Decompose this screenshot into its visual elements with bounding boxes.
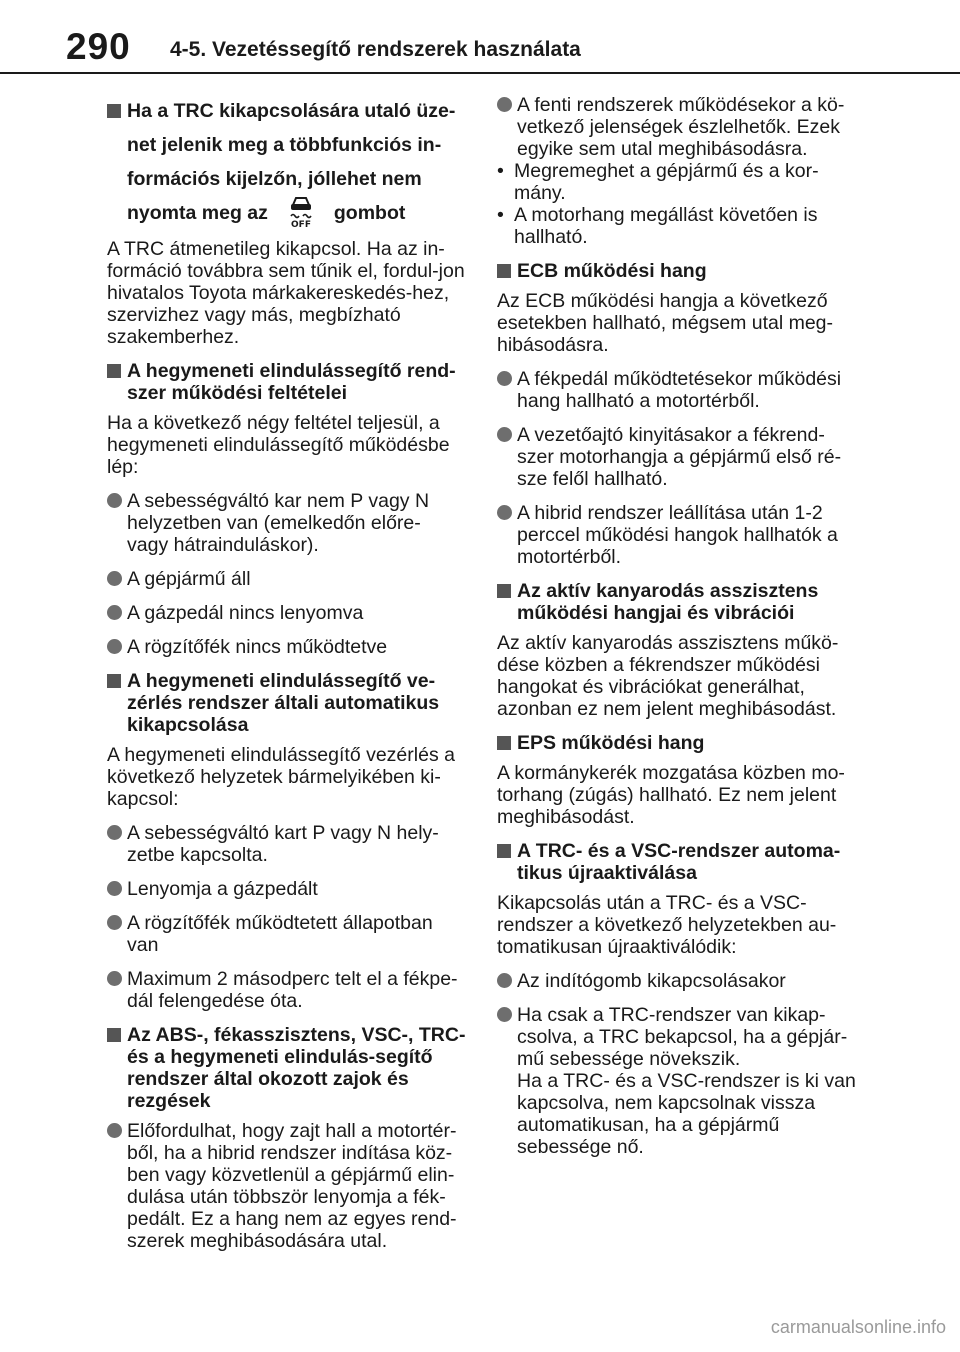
square-bullet-icon bbox=[107, 1028, 121, 1042]
left-column bbox=[107, 94, 467, 1264]
section-heading: A hegymeneti elindulássegítő ve-zérlés rendszer általi automatikus kikapcsolása bbox=[107, 670, 467, 736]
circle-bullet-icon bbox=[497, 505, 512, 520]
trc-off-icon bbox=[282, 191, 320, 229]
section-heading: EPS működési hang bbox=[497, 732, 859, 754]
svg-text:OFF: OFF bbox=[290, 219, 311, 229]
list-item: A fenti rendszerek működésekor a kö-vetkező jelenségek észlelhetők. Ezek egyike sem utal meghibásodásra. bbox=[497, 94, 859, 160]
circle-bullet-icon bbox=[107, 1123, 122, 1138]
section-heading: A TRC- és a VSC-rendszer automa-tikus újraaktiválása bbox=[497, 840, 859, 884]
circle-bullet-icon bbox=[107, 881, 122, 896]
list-item: A gépjármű áll bbox=[107, 568, 467, 590]
paragraph: A hegymeneti elindulássegítő vezérlés a következő helyzetek bármelyikében ki-kapcsol: bbox=[107, 744, 455, 810]
circle-bullet-icon bbox=[497, 97, 512, 112]
list-item: Lenyomja a gázpedált bbox=[107, 878, 467, 900]
circle-bullet-icon bbox=[107, 639, 122, 654]
paragraph: Az ECB működési hangja a következő esetekben hallható, mégsem utal meg-hibásodásra. bbox=[497, 290, 834, 356]
square-bullet-icon bbox=[497, 844, 511, 858]
circle-bullet-icon bbox=[107, 915, 122, 930]
square-bullet-icon bbox=[107, 364, 121, 378]
section-heading: Ha a TRC kikapcsolására utaló üze- net jelenik meg a többfunkciós in- formációs kijelzőn, jóllehet nem nyomta meg az OFF gombot bbox=[107, 94, 467, 230]
list-item: A vezetőajtó kinyitásakor a fékrend-szer motorhangja a gépjármű első ré-sze felől hallható. bbox=[497, 424, 859, 490]
section-heading: A hegymeneti elindulássegítő rend-szer működési feltételei bbox=[107, 360, 467, 404]
watermark: carmanualsonline.info bbox=[770, 1317, 946, 1337]
circle-bullet-icon bbox=[107, 571, 122, 586]
section-heading: Az ABS-, fékasszisztens, VSC-, TRC- és a hegymeneti elindulás-segítő rendszer által okozott zajok és rezgések bbox=[107, 1024, 467, 1112]
dash-bullet: • bbox=[497, 204, 504, 226]
list-item: Előfordulhat, hogy zajt hall a motortér-ből, ha a hibrid rendszer indítása köz-ben vagy közvetlenül a gépjármű elin-dulása után többször lenyomja a fék-pedált. Ez a hang nem az egyes rend-szerek meghibásodására utal. bbox=[107, 1120, 467, 1252]
list-item: Maximum 2 másodperc telt el a fékpe-dál felengedése óta. bbox=[107, 968, 467, 1012]
paragraph: Kikapcsolás után a TRC- és a VSC-rendszer a következő helyzetekben au-tomatikusan újraaktiválódik: bbox=[497, 892, 837, 958]
square-bullet-icon bbox=[107, 104, 121, 118]
paragraph: Ha a következő négy feltétel teljesül, a hegymeneti elindulássegítő működésbe lép: bbox=[107, 412, 450, 478]
square-bullet-icon bbox=[497, 264, 511, 278]
list-item: A rögzítőfék nincs működtetve bbox=[107, 636, 467, 658]
circle-bullet-icon bbox=[107, 605, 122, 620]
section-heading: ECB működési hang bbox=[497, 260, 859, 282]
list-item: A hibrid rendszer leállítása után 1-2 perccel működési hangok hallhatók a motortérből. bbox=[497, 502, 859, 568]
dash-item: • A motorhang megállást követően is hallható. bbox=[497, 204, 818, 248]
list-item: Ha csak a TRC-rendszer van kikap-csolva, a TRC bekapcsol, ha a gépjár-mű sebessége növekszik. Ha a TRC- és a VSC-rendszer is ki van kapcsolva, nem kapcsolnak vissza automatikusan, ha a gépjármű sebessége nő. bbox=[497, 1004, 859, 1158]
dash-bullet: • bbox=[497, 160, 504, 182]
list-item: A rögzítőfék működtetett állapotban van bbox=[107, 912, 467, 956]
circle-bullet-icon bbox=[497, 1007, 512, 1022]
section-heading: Az aktív kanyarodás asszisztens működési hangjai és vibrációi bbox=[497, 580, 859, 624]
chapter-title: 4-5. Vezetéssegítő rendszerek használata bbox=[170, 38, 581, 61]
circle-bullet-icon bbox=[107, 971, 122, 986]
page-number: 290 bbox=[66, 26, 131, 67]
square-bullet-icon bbox=[107, 674, 121, 688]
dash-item: • Megremeghet a gépjármű és a kor-mány. bbox=[497, 160, 819, 204]
list-item: A gázpedál nincs lenyomva bbox=[107, 602, 467, 624]
header-rule bbox=[0, 72, 960, 74]
circle-bullet-icon bbox=[497, 371, 512, 386]
list-item: A fékpedál működtetésekor működési hang hallható a motortérből. bbox=[497, 368, 859, 412]
paragraph: A kormánykerék mozgatása közben mo-torhang (zúgás) hallható. Ez nem jelent meghibásodást. bbox=[497, 762, 845, 828]
circle-bullet-icon bbox=[497, 973, 512, 988]
square-bullet-icon bbox=[497, 584, 511, 598]
list-item: Az indítógomb kikapcsolásakor bbox=[497, 970, 859, 992]
list-item: A sebességváltó kart P vagy N hely-zetbe kapcsolta. bbox=[107, 822, 467, 866]
paragraph: Az aktív kanyarodás asszisztens műkö-dése közben a fékrendszer működési hangokat és vibrációkat generálhat, azonban ez nem jelent meghibásodást. bbox=[497, 632, 839, 720]
right-column bbox=[497, 94, 859, 1170]
list-item: A sebességváltó kar nem P vagy N helyzetben van (emelkedőn előre- vagy hátrainduláskor). bbox=[107, 490, 467, 556]
paragraph: A TRC átmenetileg kikapcsol. Ha az in-formáció továbbra sem tűnik el, fordul-jon hivatalos Toyota márkakereskedés-hez, szervizhez vagy más, megbízható szakemberhez. bbox=[107, 238, 465, 348]
page-header bbox=[0, 0, 960, 80]
circle-bullet-icon bbox=[107, 493, 122, 508]
square-bullet-icon bbox=[497, 736, 511, 750]
circle-bullet-icon bbox=[497, 427, 512, 442]
circle-bullet-icon bbox=[107, 825, 122, 840]
